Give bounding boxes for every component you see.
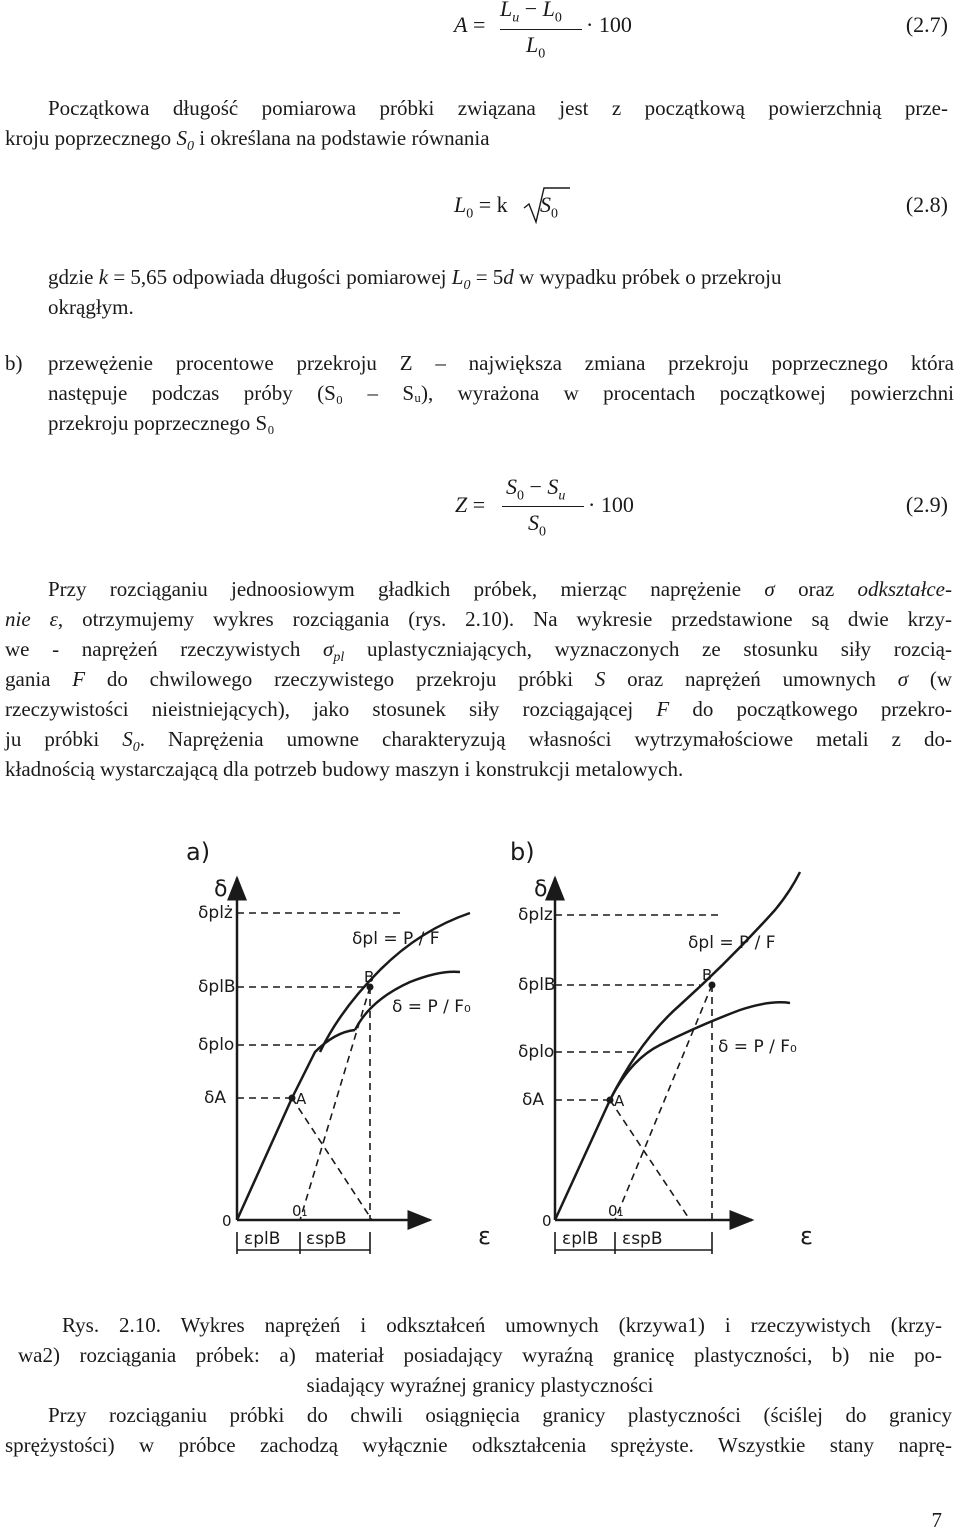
- point-B-label: B: [702, 966, 713, 984]
- equation-number: (2.9): [905, 492, 948, 517]
- equation-2-7: [0, 0, 960, 70]
- panel-a: [186, 838, 491, 1254]
- x-seg-label: εplB: [244, 1229, 281, 1249]
- unload-line: [300, 987, 370, 1220]
- item-b-line3: przekroju poprzecznego S₀: [48, 411, 275, 435]
- true-curve-label: δpl = P / F: [688, 933, 776, 953]
- paragraph-tensile: Przy rozciąganiu jednoosiowym gładkich próbek, mierząc naprężenie σ oraz odkształce- nie ε, otrzymujemy wykres rozciągania (rys. 2.10). Na wykresie przedstawione są dwie krzy- we - naprężeń rzeczywistych $\sigma_{pl}$ uplastyczniających, wyznaczonych ze stosunku siły rozcią- gania F do chwilowego rzeczywistego przekroju próbki S oraz naprężeń umownych σ (w rzeczywistości nieistniejących), jako stosunek siły rozciągającej F do początkowego przekro- ju próbki $S_0$. Naprężenia umowne charakteryzują własności wytrzymałościowe metali z do- kładnością wystarczającą dla potrzeb budowy maszyn i konstrukcji metalowych.: [5, 577, 952, 781]
- eq-numerator: $L_u - L_0$: [500, 0, 562, 26]
- item-b-line2: następuje podczas próby (S₀ – Sᵤ), wyrażona w procentach początkowej powierzchni: [48, 381, 954, 405]
- equation-number: (2.8): [905, 192, 948, 217]
- equation-2-8: [0, 186, 960, 230]
- panel-b: [510, 838, 813, 1254]
- origin-label: 0: [222, 1212, 232, 1230]
- paragraph-elastic: [0, 1400, 960, 1462]
- equation-number: (2.7): [905, 12, 948, 37]
- elastic-line: [555, 1100, 610, 1220]
- elastic-line: [237, 1098, 292, 1220]
- y-tick-label: δplo: [518, 1042, 555, 1062]
- x-axis-label: ε: [478, 1222, 491, 1250]
- list-marker: b): [5, 351, 23, 375]
- point-B-label: B: [364, 968, 375, 986]
- eq-denominator: $S_0$: [528, 510, 546, 540]
- paragraph-k: gdzie k = 5,65 odpowiada długości pomiarowej $L_0 = 5d$ w wypadku próbek o przekroju: [48, 265, 782, 294]
- y-tick-label: δplB: [198, 977, 236, 997]
- point-A-label: A: [296, 1090, 307, 1108]
- eq-denominator: $L_0$: [526, 32, 546, 62]
- eq-multiplier: · 100: [588, 492, 634, 517]
- y-axis-label: δ: [534, 877, 548, 902]
- eq-multiplier: · 100: [586, 12, 632, 37]
- eq-lhs: Z =: [455, 492, 486, 517]
- true-curve: [610, 872, 800, 1100]
- common-curve: [292, 1030, 355, 1098]
- caption-line3: siadający wyraźnej granicy plastyczności: [306, 1373, 654, 1397]
- figure-caption: [0, 1310, 960, 1400]
- origin-label: 0: [542, 1212, 552, 1230]
- y-tick-label: δplz: [518, 905, 553, 925]
- eq-lhs: $L_0 = k$: [454, 192, 508, 222]
- para4-line1: Przy rozciąganiu próbki do chwili osiągnięcia granicy plastyczności (ściślej do granicy: [48, 1403, 952, 1427]
- origin1-label: 0₁: [608, 1202, 624, 1220]
- eq-numerator: $S_0 - S_u$: [506, 474, 566, 504]
- y-axis-label: δ: [214, 877, 228, 902]
- fraction-bar: [502, 506, 584, 507]
- item-b-line1: przewężenie procentowe przekroju Z – największa zmiana przekroju poprzecznego która: [48, 351, 954, 375]
- caption-line1: Rys. 2.10. Wykres naprężeń i odkształceń umownych (krzywa1) i rzeczywistych (krzy-: [62, 1313, 942, 1337]
- x-seg-label: εspB: [622, 1229, 663, 1249]
- y-tick-label: δA: [204, 1088, 227, 1108]
- nominal-curve-label: δ = P / F₀: [392, 997, 471, 1017]
- y-tick-label: δplo: [198, 1035, 235, 1055]
- true-curve-label: δpl = P / F: [352, 929, 440, 949]
- panel-a-title: a): [186, 838, 211, 866]
- para4-line2: sprężystości) w próbce zachodzą wyłącznie odkształcenia sprężyste. Wszystkie stany naprę-: [5, 1433, 952, 1457]
- paragraph-intro: Początkowa długość pomiarowa próbki związana jest z początkową powierzchnią prze-: [48, 96, 948, 120]
- x-seg-label: εplB: [562, 1229, 599, 1249]
- nominal-curve-label: δ = P / F₀: [718, 1037, 797, 1057]
- caption-line2: wa2) rozciągania próbek: a) materiał posiadający wyraźną granicę plastyczności, b) nie po-: [18, 1343, 942, 1367]
- y-tick-label: δplż: [198, 903, 233, 923]
- panel-b-title: b): [510, 838, 535, 866]
- y-tick-label: δplB: [518, 975, 556, 995]
- figure-2-10: [0, 820, 960, 1290]
- y-tick-label: δA: [522, 1090, 545, 1110]
- paragraph-intro-line2: kroju poprzecznego $S_0$ i określana na podstawie równania: [5, 126, 490, 155]
- origin1-label: 0₁: [292, 1202, 308, 1220]
- fraction-bar: [500, 29, 582, 30]
- x-axis-label: ε: [800, 1222, 813, 1250]
- page-number: 7: [931, 1508, 942, 1532]
- paragraph-k-line2: okrągłym.: [48, 295, 134, 319]
- list-item-b: [0, 348, 960, 448]
- eq-lhs: A =: [454, 12, 486, 37]
- x-seg-label: εspB: [306, 1229, 347, 1249]
- point-A-label: A: [614, 1092, 625, 1110]
- eq-radicand: $S_0$: [540, 192, 558, 222]
- equation-2-9: [0, 470, 960, 550]
